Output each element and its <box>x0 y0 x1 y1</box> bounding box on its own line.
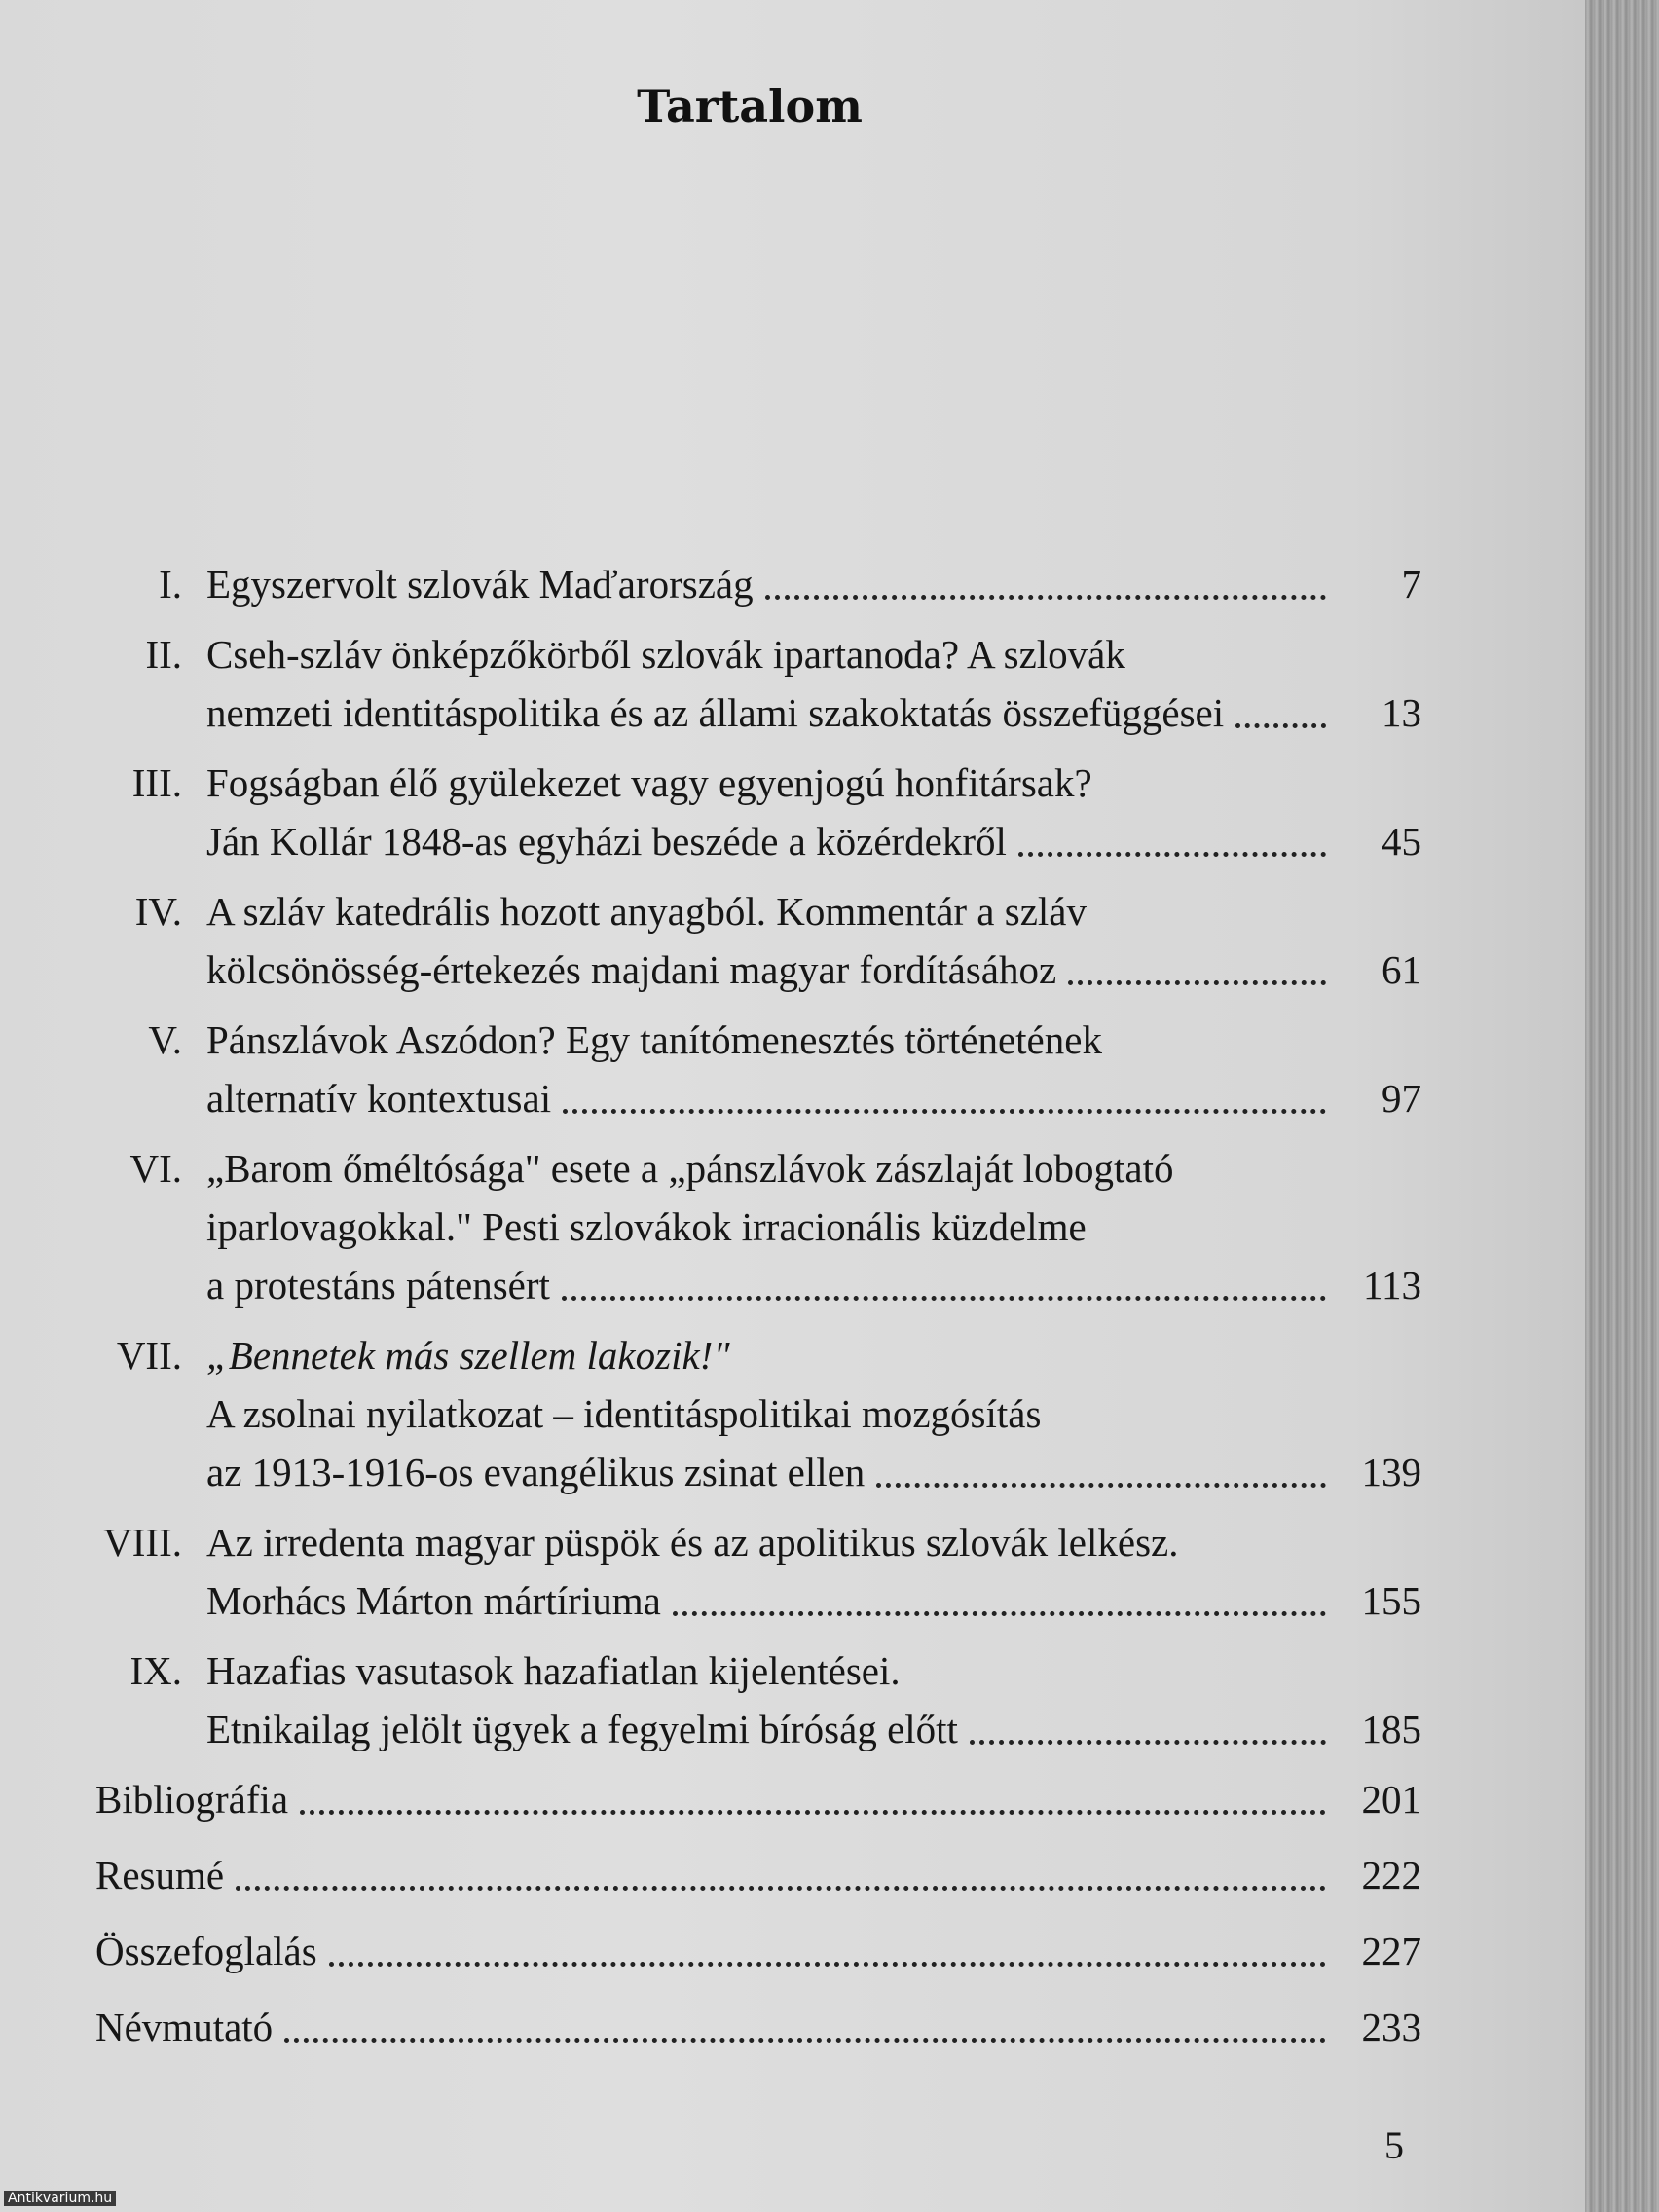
page-ref: 222 <box>1361 1853 1421 1898</box>
chapter-number: VI. <box>129 1146 182 1191</box>
toc-entry-bibliography <box>0 1770 1421 1828</box>
chapter-number: III. <box>131 760 182 805</box>
dot-leader <box>876 1482 1326 1488</box>
toc-entry-5 <box>0 1011 1421 1127</box>
toc-entry-name-index <box>0 1998 1421 2056</box>
toc-entry-6 <box>0 1139 1421 1314</box>
chapter-number: I. <box>159 562 182 607</box>
chapter-title-line: Etnikailag jelölt ügyek a fegyelmi bíróság előtt <box>206 1707 958 1751</box>
dot-leader <box>765 594 1326 600</box>
toc-entry-7 <box>0 1326 1421 1501</box>
page-ref: 45 <box>1382 819 1421 864</box>
page-ref: 7 <box>1401 562 1421 607</box>
chapter-number: V. <box>148 1017 182 1062</box>
page-ref: 13 <box>1382 690 1421 735</box>
chapter-title-line: az 1913-1916-os evangélikus zsinat ellen <box>206 1450 866 1494</box>
page-ref: 97 <box>1382 1076 1421 1121</box>
chapter-number: VII. <box>116 1333 182 1378</box>
chapter-number: IX. <box>129 1648 182 1693</box>
dot-leader <box>673 1610 1326 1616</box>
chapter-title-line: Hazafias vasutasok hazafiatlan kijelentései. <box>206 1648 901 1693</box>
chapter-title-line: Az irredenta magyar püspök és az apolitikus szlovák lelkész. <box>206 1520 1179 1565</box>
toc-entry-3 <box>0 754 1421 870</box>
chapter-title-line: Ján Kollár 1848-as egyházi beszéde a közérdekről <box>206 819 1007 864</box>
chapter-title-line: „Bennetek más szellem lakozik!" <box>206 1333 730 1378</box>
dot-leader <box>284 2037 1326 2043</box>
page-ref: 113 <box>1363 1263 1421 1308</box>
page-number: 5 <box>1384 2123 1404 2167</box>
dot-leader <box>970 1739 1326 1745</box>
chapter-title-line: iparlovagokkal." Pesti szlovákok irracionális küzdelme <box>206 1204 1087 1249</box>
toc-entry-9 <box>0 1641 1421 1758</box>
dot-leader <box>1018 851 1326 857</box>
back-matter-title: Névmutató <box>95 2005 274 2049</box>
toc-entry-1 <box>0 555 1421 613</box>
back-matter-title: Összefoglalás <box>95 1929 317 1973</box>
chapter-title-line: kölcsönösség-értekezés majdani magyar fordításához <box>206 947 1057 992</box>
chapter-title-line: Fogságban élő gyülekezet vagy egyenjogú honfitársak? <box>206 760 1092 805</box>
page-ref: 61 <box>1382 947 1421 992</box>
dot-leader <box>300 1809 1326 1815</box>
chapter-title-line: Egyszervolt szlovák Maďarország <box>206 562 754 607</box>
chapter-title-line: Pánszlávok Aszódon? Egy tanítómenesztés történetének <box>206 1017 1102 1062</box>
page-ref: 155 <box>1361 1578 1421 1623</box>
page-ref: 233 <box>1361 2005 1421 2049</box>
page-ref: 227 <box>1361 1929 1421 1973</box>
toc-entry-8 <box>0 1513 1421 1630</box>
toc-entry-resume <box>0 1846 1421 1904</box>
page-edge <box>1585 0 1659 2212</box>
dot-leader <box>329 1961 1326 1967</box>
toc-entry-4 <box>0 882 1421 999</box>
dot-leader <box>1068 979 1326 985</box>
chapter-number: IV. <box>134 889 182 934</box>
back-matter-title: Resumé <box>95 1853 225 1898</box>
watermark: Antikvarium.hu <box>4 2191 116 2206</box>
toc-entry-summary <box>0 1922 1421 1980</box>
chapter-title-line: A zsolnai nyilatkozat – identitáspolitikai mozgósítás <box>206 1391 1042 1436</box>
chapter-title-line: nemzeti identitáspolitika és az állami szakoktatás összefüggései <box>206 690 1225 735</box>
dot-leader <box>562 1295 1326 1301</box>
dot-leader <box>236 1885 1326 1891</box>
chapter-number: VIII. <box>103 1520 182 1565</box>
page-ref: 185 <box>1361 1707 1421 1751</box>
chapter-title-line: alternatív kontextusai <box>206 1076 552 1121</box>
chapter-title-line: a protestáns pátensért <box>206 1263 550 1308</box>
chapter-title-line: Cseh-szláv önképzőkörből szlovák ipartanoda? A szlovák <box>206 632 1125 677</box>
dot-leader <box>563 1108 1326 1114</box>
toc-entry-2 <box>0 625 1421 742</box>
page-ref: 139 <box>1361 1450 1421 1494</box>
dot-leader <box>1235 722 1326 728</box>
page-ref: 201 <box>1361 1777 1421 1822</box>
chapter-number: II. <box>145 632 182 677</box>
page-title: Tartalom <box>637 80 863 132</box>
chapter-title-line: A szláv katedrális hozott anyagból. Kommentár a szláv <box>206 889 1088 934</box>
table-of-contents <box>0 555 1421 2074</box>
chapter-title-line: Morhács Márton mártíriuma <box>206 1578 661 1623</box>
chapter-title-line: „Barom őméltósága" esete a „pánszlávok zászlaját lobogtató <box>206 1146 1174 1191</box>
back-matter-title: Bibliográfia <box>95 1777 289 1822</box>
